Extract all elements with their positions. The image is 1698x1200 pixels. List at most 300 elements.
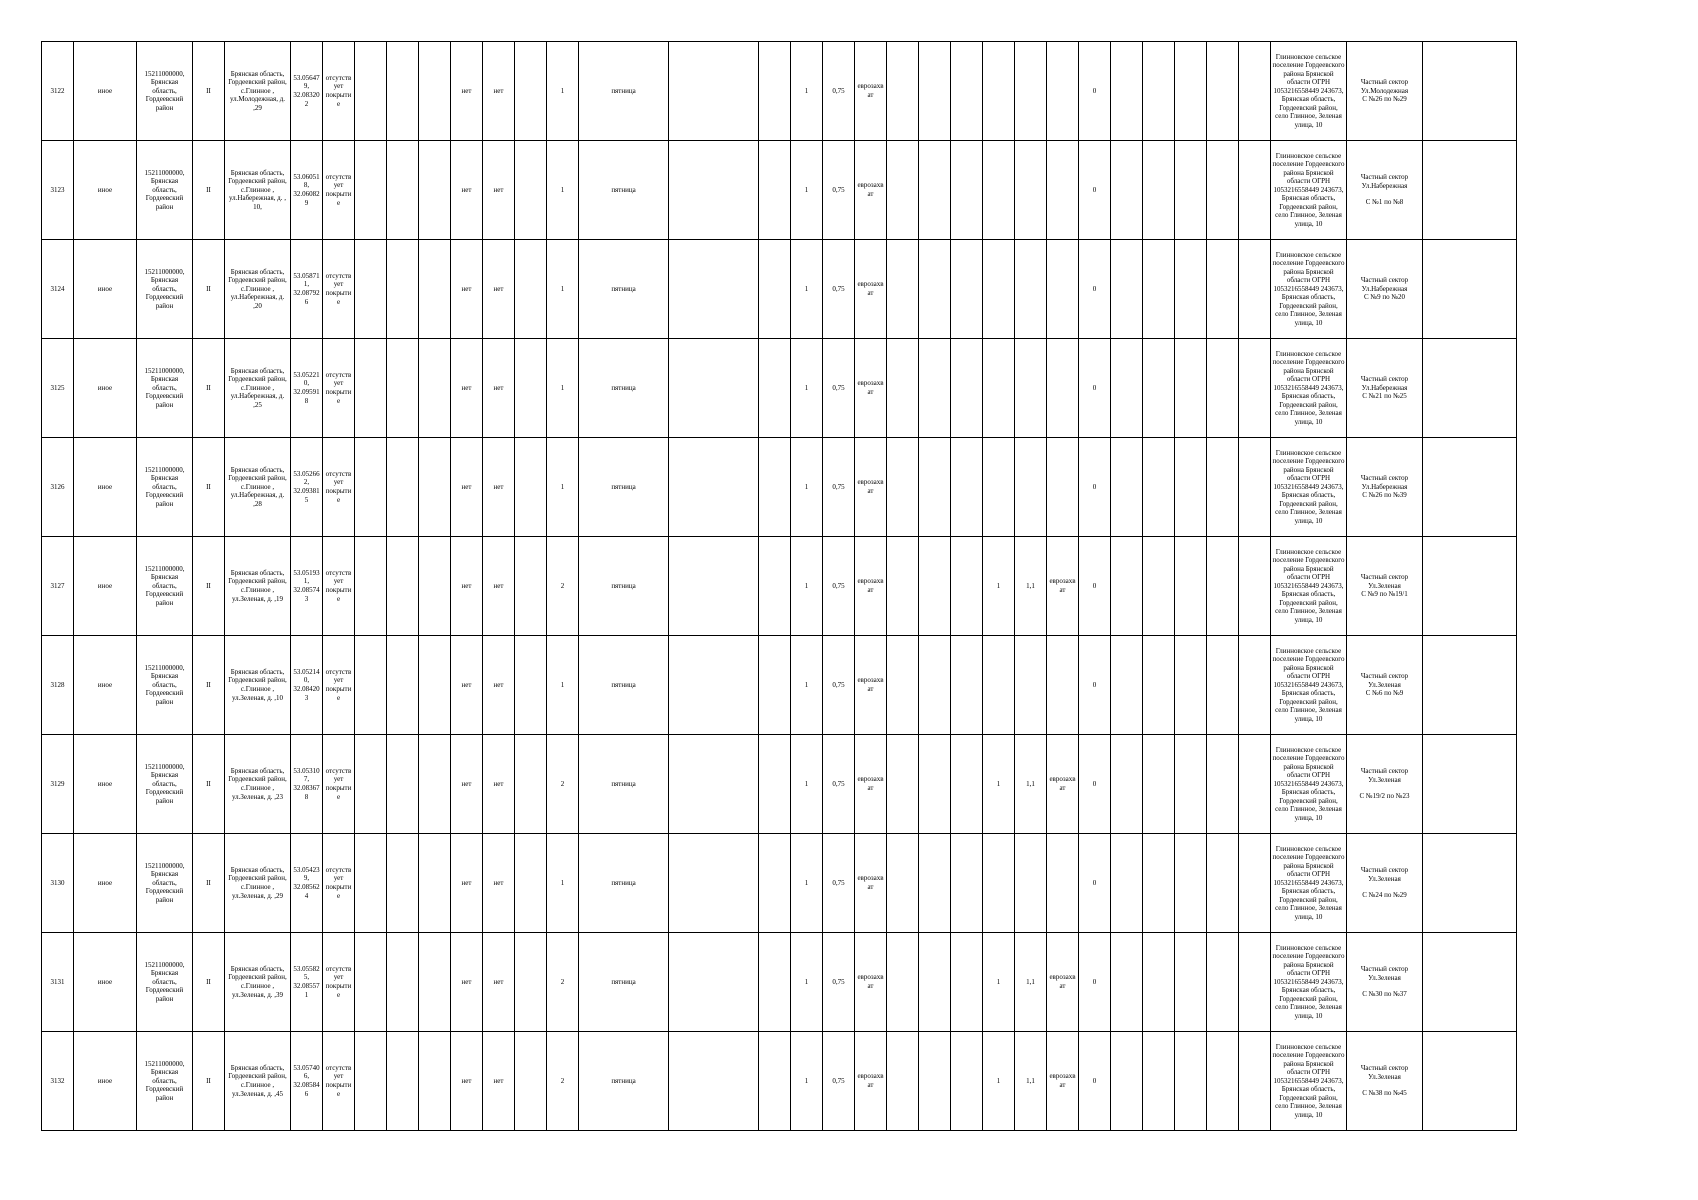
blank-cell [1111,141,1143,240]
site-coordinates: 53.05871 1, 32.08792 6 [291,240,323,339]
container-a-kind: еврозахв ат [855,42,887,141]
blank-cell [1143,438,1175,537]
blank-cell [419,537,451,636]
canopy-flag: нет [483,933,515,1032]
blank-cell [919,240,951,339]
sector-line: Ул.Зеленая [1368,874,1401,883]
blank-cell [1423,141,1517,240]
container-a-count: 1 [791,1032,823,1131]
table-row [42,141,1517,240]
sector-line: Ул.Набережная [1361,181,1408,190]
blank-cell [887,240,919,339]
blank-cell [1111,735,1143,834]
container-a-volume: 0,75 [823,636,855,735]
collection-day: пятница [579,438,669,537]
canopy-flag: нет [483,834,515,933]
object-type: иное [74,735,137,834]
registry-sheet [41,41,1517,1131]
container-b-kind: еврозахв ат [1047,933,1079,1032]
table-row [42,42,1517,141]
served-sector [1347,933,1423,1032]
blank-cell [419,1032,451,1131]
blank-cell [515,141,547,240]
fence-flag: нет [451,834,483,933]
blank-cell [1143,834,1175,933]
collection-day: пятница [579,141,669,240]
blank-cell [1111,933,1143,1032]
collection-day: пятница [579,933,669,1032]
hazard-class: II [193,240,225,339]
served-sector [1347,1032,1423,1131]
bunker-count: 0 [1079,636,1111,735]
surface-type: отсутств ует покрыти е [323,339,355,438]
hazard-class: II [193,1032,225,1131]
site-address: Брянская область, Гордеевский район, с.Глинное , ул.Зеленая, д. ,45 [225,1032,291,1131]
container-a-volume: 0,75 [823,834,855,933]
blank-cell [515,339,547,438]
fence-flag: нет [451,240,483,339]
canopy-flag: нет [483,735,515,834]
blank-cell [919,1032,951,1131]
container-a-kind: еврозахв ат [855,1032,887,1131]
blank-cell [387,933,419,1032]
okato-region: 15211000000, Брянская область, Гордеевский район [137,735,193,834]
blank-cell [387,240,419,339]
container-b-kind [1047,834,1079,933]
sector-line: С №6 по №9 [1365,689,1404,698]
record-number: 3132 [42,1032,74,1131]
table-row [42,240,1517,339]
container-b-kind: еврозахв ат [1047,537,1079,636]
blank-cell [1175,339,1207,438]
blank-cell [355,834,387,933]
blank-cell [669,339,759,438]
table-row [42,1032,1517,1131]
container-a-volume: 0,75 [823,141,855,240]
blank-cell [1239,42,1271,141]
container-a-kind: еврозахв ат [855,933,887,1032]
fence-flag: нет [451,735,483,834]
container-b-kind: еврозахв ат [1047,1032,1079,1131]
canopy-flag: нет [483,141,515,240]
sector-line: С №30 по №37 [1362,990,1407,999]
blank-cell [1239,438,1271,537]
container-a-count: 1 [791,636,823,735]
container-b-count [983,240,1015,339]
okato-region: 15211000000, Брянская область, Гордеевский район [137,240,193,339]
object-type: иное [74,537,137,636]
object-type: иное [74,834,137,933]
blank-cell [355,438,387,537]
okato-region: 15211000000, Брянская область, Гордеевский район [137,933,193,1032]
fence-flag: нет [451,636,483,735]
hazard-class: II [193,141,225,240]
blank-cell [951,834,983,933]
surface-type: отсутств ует покрыти е [323,933,355,1032]
sector-line: Ул.Набережная [1361,482,1408,491]
site-coordinates: 53.05423 9, 32.08562 4 [291,834,323,933]
sector-line: Частный сектор [1360,866,1409,875]
blank-cell [669,735,759,834]
container-a-kind: еврозахв ат [855,339,887,438]
sector-line: Ул.Зеленая [1368,680,1401,689]
blank-cell [951,240,983,339]
sector-line: С №19/2 по №23 [1359,792,1410,801]
blank-cell [887,1032,919,1131]
record-number: 3122 [42,42,74,141]
fence-flag: нет [451,141,483,240]
hazard-class: II [193,735,225,834]
blank-cell [1111,537,1143,636]
owner-details: Глинновское сельское поселение Гордеевского района Брянской области ОГРН 1053216558449 243673, Брянская область, Гордеевский район, село Глинное, Зеленая улица, 10 [1271,438,1347,537]
surface-type: отсутств ует покрыти е [323,1032,355,1131]
container-count: 1 [547,42,579,141]
collection-day: пятница [579,834,669,933]
fence-flag: нет [451,339,483,438]
blank-cell [355,240,387,339]
bunker-count: 0 [1079,1032,1111,1131]
owner-details: Глинновское сельское поселение Гордеевского района Брянской области ОГРН 1053216558449 243673, Брянская область, Гордеевский район, село Глинное, Зеленая улица, 10 [1271,933,1347,1032]
blank-cell [419,438,451,537]
sector-line: С №24 по №29 [1362,891,1407,900]
served-sector [1347,438,1423,537]
container-b-kind [1047,339,1079,438]
blank-cell [1111,636,1143,735]
record-number: 3129 [42,735,74,834]
blank-cell [759,834,791,933]
container-a-volume: 0,75 [823,438,855,537]
sector-line: Ул.Молодежная [1360,86,1409,95]
container-a-volume: 0,75 [823,42,855,141]
blank-cell [1143,735,1175,834]
blank-cell [387,834,419,933]
blank-cell [669,933,759,1032]
sector-line: С №9 по №20 [1363,293,1406,302]
blank-cell [1239,636,1271,735]
table-row [42,636,1517,735]
blank-cell [1423,240,1517,339]
sector-line: Частный сектор [1360,375,1409,384]
site-address: Брянская область, Гордеевский район, с.Глинное , ул.Зеленая, д. ,19 [225,537,291,636]
blank-cell [887,834,919,933]
owner-details: Глинновское сельское поселение Гордеевского района Брянской области ОГРН 1053216558449 243673, Брянская область, Гордеевский район, село Глинное, Зеленая улица, 10 [1271,339,1347,438]
blank-cell [759,735,791,834]
container-a-kind: еврозахв ат [855,240,887,339]
site-address: Брянская область, Гордеевский район, с.Глинное , ул.Зеленая, д. ,23 [225,735,291,834]
blank-cell [919,735,951,834]
table-row [42,834,1517,933]
site-address: Брянская область, Гордеевский район, с.Глинное , ул.Молодежная, д. ,29 [225,42,291,141]
blank-cell [1111,339,1143,438]
blank-cell [1175,141,1207,240]
blank-cell [1111,240,1143,339]
blank-cell [1111,438,1143,537]
sector-line: Ул.Зеленая [1368,1072,1401,1081]
blank-cell [355,537,387,636]
blank-cell [1207,537,1239,636]
site-address: Брянская область, Гордеевский район, с.Глинное , ул.Набережная, д. ,28 [225,438,291,537]
blank-cell [759,240,791,339]
hazard-class: II [193,636,225,735]
blank-cell [387,141,419,240]
container-count: 1 [547,240,579,339]
blank-cell [1143,636,1175,735]
site-coordinates: 53.05193 1, 32.08574 3 [291,537,323,636]
blank-cell [759,339,791,438]
blank-cell [1239,933,1271,1032]
bunker-count: 0 [1079,240,1111,339]
container-b-kind [1047,438,1079,537]
blank-cell [1239,537,1271,636]
sector-line: Частный сектор [1360,78,1409,87]
container-a-kind: еврозахв ат [855,636,887,735]
blank-cell [887,141,919,240]
blank-cell [515,438,547,537]
blank-cell [1207,339,1239,438]
blank-cell [1175,438,1207,537]
blank-cell [919,141,951,240]
blank-cell [419,240,451,339]
sector-line: С №1 по №8 [1365,198,1404,207]
table-row [42,537,1517,636]
blank-cell [1111,42,1143,141]
object-type: иное [74,42,137,141]
served-sector [1347,42,1423,141]
blank-cell [1111,1032,1143,1131]
collection-day: пятница [579,42,669,141]
blank-cell [1175,933,1207,1032]
blank-cell [951,537,983,636]
container-b-kind: еврозахв ат [1047,735,1079,834]
canopy-flag: нет [483,240,515,339]
blank-cell [515,240,547,339]
canopy-flag: нет [483,636,515,735]
sector-line: Ул.Набережная [1361,284,1408,293]
blank-cell [669,438,759,537]
blank-cell [759,636,791,735]
site-coordinates: 53.06051 8, 32.06082 9 [291,141,323,240]
object-type: иное [74,141,137,240]
site-coordinates: 53.05221 0, 32.09591 8 [291,339,323,438]
container-a-kind: еврозахв ат [855,141,887,240]
container-a-volume: 0,75 [823,339,855,438]
surface-type: отсутств ует покрыти е [323,141,355,240]
container-a-volume: 0,75 [823,1032,855,1131]
blank-cell [387,636,419,735]
container-b-volume [1015,42,1047,141]
served-sector [1347,537,1423,636]
owner-details: Глинновское сельское поселение Гордеевского района Брянской области ОГРН 1053216558449 243673, Брянская область, Гордеевский район, село Глинное, Зеленая улица, 10 [1271,537,1347,636]
sector-line: Частный сектор [1360,173,1409,182]
fence-flag: нет [451,1032,483,1131]
container-b-volume [1015,240,1047,339]
blank-cell [355,42,387,141]
blank-cell [919,537,951,636]
owner-details: Глинновское сельское поселение Гордеевского района Брянской области ОГРН 1053216558449 243673, Брянская область, Гордеевский район, село Глинное, Зеленая улица, 10 [1271,240,1347,339]
blank-cell [951,438,983,537]
sector-line [1348,784,1421,792]
blank-cell [1207,735,1239,834]
okato-region: 15211000000, Брянская область, Гордеевский район [137,141,193,240]
blank-cell [355,141,387,240]
container-b-count [983,636,1015,735]
table-row [42,339,1517,438]
blank-cell [1239,240,1271,339]
container-count: 2 [547,1032,579,1131]
blank-cell [419,933,451,1032]
object-type: иное [74,240,137,339]
owner-details: Глинновское сельское поселение Гордеевского района Брянской области ОГРН 1053216558449 243673, Брянская область, Гордеевский район, село Глинное, Зеленая улица, 10 [1271,636,1347,735]
blank-cell [1175,537,1207,636]
container-b-volume [1015,438,1047,537]
owner-details: Глинновское сельское поселение Гордеевского района Брянской области ОГРН 1053216558449 243673, Брянская область, Гордеевский район, село Глинное, Зеленая улица, 10 [1271,735,1347,834]
container-count: 1 [547,438,579,537]
blank-cell [419,636,451,735]
container-b-count [983,141,1015,240]
container-a-volume: 0,75 [823,240,855,339]
record-number: 3131 [42,933,74,1032]
blank-cell [419,141,451,240]
sector-line: Частный сектор [1360,965,1409,974]
container-a-count: 1 [791,141,823,240]
blank-cell [1239,141,1271,240]
container-a-volume: 0,75 [823,933,855,1032]
record-number: 3124 [42,240,74,339]
canopy-flag: нет [483,42,515,141]
container-b-volume: 1,1 [1015,1032,1047,1131]
blank-cell [515,1032,547,1131]
blank-cell [669,834,759,933]
bunker-count: 0 [1079,834,1111,933]
blank-cell [515,42,547,141]
blank-cell [1207,141,1239,240]
blank-cell [419,735,451,834]
record-number: 3130 [42,834,74,933]
blank-cell [919,438,951,537]
blank-cell [515,933,547,1032]
container-a-count: 1 [791,438,823,537]
container-b-count: 1 [983,933,1015,1032]
container-a-kind: еврозахв ат [855,735,887,834]
container-b-volume [1015,339,1047,438]
blank-cell [669,537,759,636]
blank-cell [387,537,419,636]
blank-cell [1239,735,1271,834]
record-number: 3128 [42,636,74,735]
sector-line: Частный сектор [1360,276,1409,285]
blank-cell [1175,735,1207,834]
blank-cell [355,1032,387,1131]
served-sector [1347,240,1423,339]
sector-line: Ул.Набережная [1361,383,1408,392]
sector-line [1348,982,1421,990]
blank-cell [919,933,951,1032]
served-sector [1347,339,1423,438]
collection-day: пятница [579,537,669,636]
record-number: 3127 [42,537,74,636]
container-count: 2 [547,735,579,834]
blank-cell [419,42,451,141]
blank-cell [759,537,791,636]
sector-line [1348,1081,1421,1089]
blank-cell [1175,42,1207,141]
container-b-count [983,339,1015,438]
container-a-count: 1 [791,339,823,438]
blank-cell [759,1032,791,1131]
blank-cell [387,438,419,537]
container-b-count [983,438,1015,537]
sector-line: С №38 по №45 [1362,1089,1407,1098]
blank-cell [1143,933,1175,1032]
blank-cell [1175,1032,1207,1131]
served-sector [1347,636,1423,735]
served-sector [1347,834,1423,933]
bunker-count: 0 [1079,438,1111,537]
record-number: 3123 [42,141,74,240]
canopy-flag: нет [483,537,515,636]
bunker-count: 0 [1079,735,1111,834]
blank-cell [887,735,919,834]
record-number: 3125 [42,339,74,438]
blank-cell [759,438,791,537]
container-b-volume [1015,141,1047,240]
blank-cell [1423,537,1517,636]
sector-line: С №9 по №19/1 [1361,590,1408,599]
surface-type: отсутств ует покрыти е [323,735,355,834]
object-type: иное [74,933,137,1032]
blank-cell [1143,240,1175,339]
container-count: 1 [547,141,579,240]
blank-cell [951,933,983,1032]
surface-type: отсутств ует покрыти е [323,537,355,636]
container-a-count: 1 [791,537,823,636]
bunker-count: 0 [1079,339,1111,438]
blank-cell [1207,933,1239,1032]
hazard-class: II [193,42,225,141]
container-a-count: 1 [791,834,823,933]
blank-cell [515,537,547,636]
collection-day: пятница [579,1032,669,1131]
blank-cell [1207,438,1239,537]
sector-line [1348,190,1421,198]
owner-details: Глинновское сельское поселение Гордеевского района Брянской области ОГРН 1053216558449 243673, Брянская область, Гордеевский район, село Глинное, Зеленая улица, 10 [1271,834,1347,933]
container-b-volume [1015,636,1047,735]
container-a-kind: еврозахв ат [855,537,887,636]
blank-cell [669,42,759,141]
site-coordinates: 53.05647 9, 32.08320 2 [291,42,323,141]
container-b-volume: 1,1 [1015,735,1047,834]
blank-cell [759,933,791,1032]
blank-cell [1175,636,1207,735]
container-b-count: 1 [983,1032,1015,1131]
collection-day: пятница [579,240,669,339]
site-address: Брянская область, Гордеевский район, с.Глинное , ул.Набережная, д. ,20 [225,240,291,339]
surface-type: отсутств ует покрыти е [323,834,355,933]
blank-cell [355,636,387,735]
fence-flag: нет [451,537,483,636]
sector-line: Частный сектор [1360,1064,1409,1073]
canopy-flag: нет [483,339,515,438]
okato-region: 15211000000, Брянская область, Гордеевский район [137,636,193,735]
blank-cell [1207,42,1239,141]
container-a-kind: еврозахв ат [855,438,887,537]
site-coordinates: 53.05266 2, 32.09381 5 [291,438,323,537]
hazard-class: II [193,834,225,933]
table-row [42,438,1517,537]
collection-day: пятница [579,636,669,735]
blank-cell [1175,240,1207,339]
okato-region: 15211000000, Брянская область, Гордеевский район [137,438,193,537]
